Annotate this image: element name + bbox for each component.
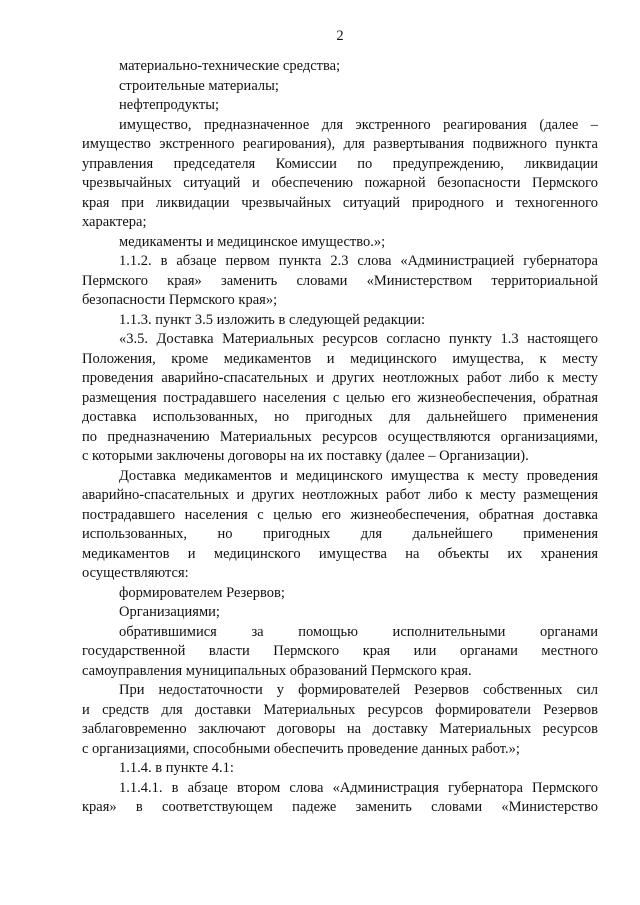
text-line: с которыми заключены договоры на их поставку (далее – Организации). (82, 448, 529, 464)
text-line: государственной власти Пермского края или органами местного (82, 643, 598, 659)
text-line: и средств для доставки Материальных ресурсов формирователи Резервов (82, 701, 598, 718)
text-line: заблаговременно заключают договоры на доставку Материальных ресурсов (82, 721, 598, 737)
text-line: с организациями, способными обеспечить проведение данных работ.»; (82, 740, 520, 757)
text-line: Доставка медикаментов и медицинского имущества к месту проведения (119, 467, 598, 484)
page-number: 2 (336, 28, 344, 44)
text-line: строительные материалы; (119, 77, 279, 94)
text-line: имущество, предназначенное для экстренного реагирования (далее – (119, 116, 598, 133)
text-line: нефтепродукты; (119, 97, 219, 113)
text-line: проведения аварийно-спасательных и других неотложных работ либо к месту (82, 370, 598, 386)
text-line: обратившимися за помощью исполнительными органами (119, 623, 598, 640)
text-line: 1.1.2. в абзаце первом пункта 2.3 слова «Администрацией губернатора (119, 253, 598, 269)
text-line: аварийно-спасательных и других неотложных работ либо к месту размещения (82, 487, 598, 503)
text-line: Пермского края» заменить словами «Министерством территориальной (82, 272, 598, 289)
text-line: размещения пострадавшего населения с целью его жизнеобеспечения, обратная (82, 389, 598, 406)
text-line: медикаменты и медицинское имущество.»; (119, 233, 386, 250)
text-line: управления председателя Комиссии по предупреждению, ликвидации (82, 155, 598, 172)
text-line: Организациями; (119, 604, 220, 620)
text-line: формирователем Резервов; (119, 584, 285, 601)
text-line: имущество экстренного реагирования), для развертывания подвижного пункта (82, 136, 598, 152)
text-line: материально-технические средства; (119, 58, 341, 74)
text-line: доставка использованных, но пригодных для дальнейшего применения (82, 409, 598, 425)
text-line: по предназначению Материальных ресурсов осуществляются организациями, (82, 428, 598, 445)
text-line: 1.1.3. пункт 3.5 изложить в следующей редакции: (119, 311, 426, 328)
text-line: чрезвычайных ситуаций и обеспечению пожарной безопасности Пермского (82, 175, 598, 191)
text-line: пострадавшего населения с целью его жизнеобеспечения, обратная доставка (82, 506, 598, 523)
text-line: характера; (82, 214, 147, 230)
text-line: 1.1.4. в пункте 4.1: (119, 760, 234, 776)
document-body (82, 57, 598, 818)
text-line: использованных, но пригодных для дальнейшего применения (82, 526, 598, 542)
text-line: «3.5. Доставка Материальных ресурсов согласно пункту 1.3 настоящего (119, 331, 598, 347)
text-line: края» в соответствующем падеже заменить словами «Министерство (82, 799, 598, 815)
text-line: медикаментов и медицинского имущества на объекты их хранения (82, 545, 598, 562)
text-line: безопасности Пермского края»; (82, 292, 278, 308)
text-line: Положения, кроме медикаментов и медицинского имущества, к месту (82, 350, 598, 367)
text-line: 1.1.4.1. в абзаце втором слова «Администрация губернатора Пермского (119, 779, 598, 796)
text-line: При недостаточности у формирователей Резервов собственных сил (119, 682, 598, 698)
document-page (82, 0, 598, 905)
text-line: осуществляются: (82, 565, 189, 581)
text-line: самоуправления муниципальных образований Пермского края. (82, 662, 472, 679)
text-line: края при ликвидации чрезвычайных ситуаций природного и техногенного (82, 194, 598, 211)
